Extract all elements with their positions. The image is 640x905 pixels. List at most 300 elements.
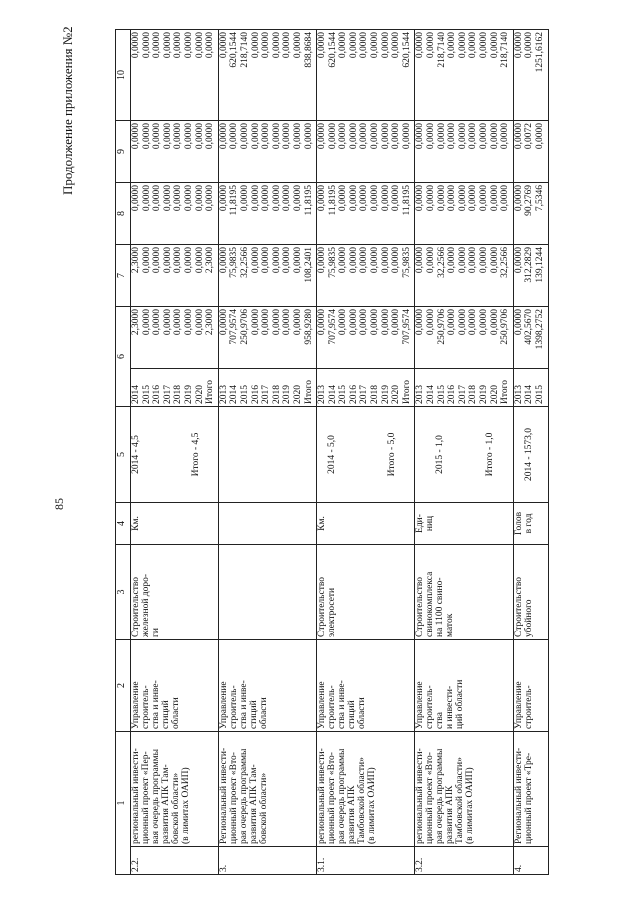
col10-cell-value: 0,0000: [479, 32, 489, 59]
col10-cell: [513, 30, 548, 121]
col6-cell-value: 2,3000: [205, 309, 216, 336]
row-number: 3.1.: [317, 847, 415, 875]
capacity: 2014 - 5,0 Итого - 5,0: [317, 407, 415, 503]
year-cell-value: 2018: [271, 385, 282, 404]
col6-cell: [218, 307, 316, 369]
col6-cell-value: 707,9574: [229, 309, 240, 345]
year-cell-value: 2015: [534, 385, 545, 404]
col6-cell-value: 250,9706: [239, 309, 250, 345]
object-name: Строительство убойного: [513, 545, 548, 640]
col9-cell-value: 0,0000: [282, 123, 293, 150]
col8-cell-value: 0,0000: [218, 185, 229, 212]
col6-cell-value: 0,0000: [250, 309, 261, 336]
col10-cell-value: 0,0000: [162, 32, 173, 59]
col9-cell: [317, 121, 415, 183]
year-cell-value: 2016: [447, 385, 458, 404]
col8-cell-value: 0,0000: [205, 185, 216, 212]
col10-cell-value: 0,0000: [524, 32, 535, 59]
column-header: 3: [116, 545, 131, 640]
year-cell-value: Итого: [500, 379, 511, 404]
col6-cell-value: 250,9706: [500, 309, 511, 345]
year-cell-value: 2019: [183, 385, 194, 404]
col8-cell-value: 0,0000: [447, 185, 458, 212]
year-cell-value: 2014: [524, 385, 535, 404]
column-header: 7: [116, 245, 131, 307]
col10-cell-value: 0,0000: [370, 32, 381, 59]
continuation-title: Продолжение приложения №2: [60, 26, 75, 195]
col6-cell-value: 707,9574: [401, 309, 412, 345]
col7-cell-value: 0,0000: [141, 247, 152, 274]
unit: Км.: [131, 503, 219, 545]
col6-cell-value: 0,0000: [173, 309, 184, 336]
col9-cell-value: 0,0000: [348, 123, 359, 150]
row-number: 3.2.: [415, 847, 513, 875]
col8-cell-value: 0,0000: [152, 185, 163, 212]
col7-cell-value: 0,0000: [218, 247, 229, 274]
col9-cell-value: 0,0000: [468, 123, 479, 150]
col8-cell-value: 0,0000: [261, 185, 272, 212]
year-cell-value: 2014: [327, 385, 338, 404]
col8-cell-value: 0,0000: [317, 185, 328, 212]
col9-cell: [513, 121, 548, 183]
year-cell-value: 2015: [141, 385, 152, 404]
col7-cell-value: 0,0000: [271, 247, 282, 274]
year-cell-value: 2014: [131, 385, 141, 404]
col6-cell-value: 0,0000: [380, 309, 391, 336]
col8-cell-value: 0,0000: [426, 185, 437, 212]
table-row: [513, 30, 548, 875]
col8-cell: [415, 183, 513, 245]
col10-cell-value: 620,1544: [229, 32, 240, 68]
unit: Еди- ниц: [415, 503, 513, 545]
table-row: [131, 30, 219, 875]
col9-cell-value: 0,0000: [500, 123, 511, 150]
col8-cell-value: 0,0000: [239, 185, 250, 212]
col9-cell-value: 0,0000: [239, 123, 250, 150]
col7-cell-value: 0,0000: [194, 247, 205, 274]
col7-cell-value: 0,0000: [415, 247, 426, 274]
col10-cell: [218, 30, 316, 121]
col8-cell-value: 0,0000: [415, 185, 426, 212]
project-name: региональный инвести- ционный проект «Вто- рая очередь программы развития АПК Тамбовской области» (в лимитах ОАИП): [317, 732, 415, 847]
col8-cell-value: 0,0000: [141, 185, 152, 212]
col9-cell-value: 0,0000: [415, 123, 426, 150]
year-cell-value: 2017: [359, 385, 370, 404]
project-name: Региональный инвести- ционный проект «Тре-: [513, 732, 548, 847]
col8-cell-value: 0,0000: [183, 185, 194, 212]
col6-cell-value: 958,9280: [303, 309, 314, 345]
executor: Управление строитель- ства и инве- стиций области: [218, 640, 316, 732]
col8-cell-value: 0,0000: [173, 185, 184, 212]
col6-cell-value: 0,0000: [489, 309, 500, 336]
col6-cell: [513, 307, 548, 369]
col10-cell-value: 0,0000: [380, 32, 391, 59]
capacity: 2014 - 4,5 Итого - 4,5: [131, 407, 219, 503]
col6-cell-value: 0,0000: [317, 309, 328, 336]
col7-cell-value: 0,0000: [468, 247, 479, 274]
row-number: 3.: [218, 847, 316, 875]
year-cell: [415, 369, 513, 407]
col7-cell-value: 0,0000: [426, 247, 437, 274]
col6-cell-value: 0,0000: [218, 309, 229, 336]
col10-cell-value: 0,0000: [152, 32, 163, 59]
column-header: 9: [116, 121, 131, 183]
col6-cell-value: 0,0000: [162, 309, 173, 336]
col6-cell-value: 0,0000: [447, 309, 458, 336]
col6-cell-value: 0,0000: [359, 309, 370, 336]
table-row: [317, 30, 415, 875]
col7-cell: [218, 245, 316, 307]
col10-cell-value: 620,1544: [401, 32, 412, 68]
col10-cell: [317, 30, 415, 121]
col10-cell-value: 0,0000: [271, 32, 282, 59]
row-number: 4.: [513, 847, 548, 875]
col6-cell: [415, 307, 513, 369]
col10-cell-value: 0,0000: [426, 32, 437, 59]
col10-cell-value: 0,0000: [489, 32, 500, 59]
col7-cell-value: 0,0000: [317, 247, 328, 274]
col10-cell-value: 0,0000: [205, 32, 216, 59]
col6-cell-value: 0,0000: [415, 309, 426, 336]
col10-cell-value: 0,0000: [183, 32, 194, 59]
col8-cell-value: 0,0000: [348, 185, 359, 212]
col6-cell-value: 1398,2752: [534, 309, 545, 350]
project-name: Региональный инвести- ционный проект «Вто- рая очередь программы развития АПК Там- бовской области»: [218, 732, 316, 847]
col10-cell-value: 0,0000: [468, 32, 479, 59]
col6-cell-value: 0,0000: [282, 309, 293, 336]
col9-cell-value: 0,0000: [194, 123, 205, 150]
col7-cell-value: 0,0000: [152, 247, 163, 274]
year-cell: [317, 369, 415, 407]
header-row: [116, 30, 131, 875]
table-body: [131, 30, 549, 875]
col7-cell-value: 108,2401: [303, 247, 314, 283]
year-cell-value: 2019: [479, 385, 489, 404]
column-header: 4: [116, 503, 131, 545]
column-header: 6: [116, 307, 131, 407]
year-cell-value: 2015: [338, 385, 349, 404]
col7-cell-value: 0,0000: [261, 247, 272, 274]
col7-cell-value: 0,0000: [250, 247, 261, 274]
unit: Голов в год: [513, 503, 548, 545]
col10-cell-value: 0,0000: [348, 32, 359, 59]
col6-cell-value: 0,0000: [513, 309, 524, 336]
col9-cell: [131, 121, 219, 183]
col9-cell-value: 0,0000: [152, 123, 163, 150]
year-cell-value: 2017: [457, 385, 468, 404]
col9-cell-value: 0,0000: [457, 123, 468, 150]
col7-cell-value: 312,2829: [524, 247, 535, 283]
col10-cell-value: 0,0000: [457, 32, 468, 59]
col9-cell-value: 0,0000: [205, 123, 216, 150]
year-cell-value: 2020: [194, 385, 205, 404]
project-name: региональный инвести- ционный проект «Пер- вая очередь программы развития АПК Там- бовской области» (в лимитах ОАИП): [131, 732, 219, 847]
col8-cell-value: 0,0000: [479, 185, 489, 212]
year-cell-value: 2013: [317, 385, 328, 404]
col10-cell-value: 0,0000: [194, 32, 205, 59]
col9-cell-value: 0,0000: [271, 123, 282, 150]
year-cell-value: 2019: [282, 385, 293, 404]
year-cell-value: 2013: [513, 385, 524, 404]
executor: Управление строитель- ства и инве- стиций области: [131, 640, 219, 732]
col10-cell-value: 0,0000: [250, 32, 261, 59]
col8-cell-value: 0,0000: [380, 185, 391, 212]
col7-cell-value: 0,0000: [359, 247, 370, 274]
col7-cell-value: 0,0000: [183, 247, 194, 274]
col8-cell-value: 11,8195: [327, 185, 338, 216]
col7-cell-value: 75,9835: [229, 247, 240, 278]
year-cell-value: 2014: [426, 385, 437, 404]
col7-cell-value: 2,3000: [131, 247, 141, 274]
col7-cell-value: 0,0000: [348, 247, 359, 274]
col10-cell: [131, 30, 219, 121]
col8-cell-value: 0,0000: [391, 185, 402, 212]
col10-cell-value: 0,0000: [391, 32, 402, 59]
col9-cell-value: 0,0000: [229, 123, 240, 150]
col8-cell-value: 7,5346: [534, 185, 545, 212]
year-cell-value: 2020: [292, 385, 303, 404]
col9-cell-value: 0,0000: [401, 123, 412, 150]
col10-cell-value: 218,7140: [500, 32, 511, 68]
col9-cell-value: 0,0000: [162, 123, 173, 150]
column-header: 10: [116, 30, 131, 121]
col10-cell-value: 0,0000: [338, 32, 349, 59]
col8-cell-value: 0,0000: [282, 185, 293, 212]
col7-cell: [131, 245, 219, 307]
col9-cell-value: 0,0000: [173, 123, 184, 150]
year-cell: [513, 369, 548, 407]
year-cell-value: Итого: [303, 379, 314, 404]
col10-cell-value: 0,0000: [141, 32, 152, 59]
col8-cell-value: 0,0000: [359, 185, 370, 212]
col7-cell-value: 0,0000: [457, 247, 468, 274]
col8-cell-value: 0,0000: [292, 185, 303, 212]
executor: Управление строитель- ства и инве- стиций области: [317, 640, 415, 732]
col9-cell-value: 0,0072: [524, 123, 535, 150]
col10-cell-value: 0,0000: [261, 32, 272, 59]
col7-cell-value: 0,0000: [338, 247, 349, 274]
col6-cell-value: 0,0000: [479, 309, 489, 336]
col9-cell-value: 0,0000: [436, 123, 447, 150]
col8-cell-value: 0,0000: [370, 185, 381, 212]
year-cell: [131, 369, 219, 407]
col7-cell-value: 2,3000: [205, 247, 216, 274]
col9-cell: [415, 121, 513, 183]
col10-cell-value: 620,1544: [327, 32, 338, 68]
object-name: Строительство железной доро- ги: [131, 545, 219, 640]
col7-cell-value: 139,1244: [534, 247, 545, 283]
column-header: 8: [116, 183, 131, 245]
object-name: Строительство электросети: [317, 545, 415, 640]
unit: [218, 503, 316, 545]
col8-cell-value: 90,2769: [524, 185, 535, 216]
col8-cell-value: 11,8195: [229, 185, 240, 216]
col8-cell: [317, 183, 415, 245]
col10-cell-value: 218,7140: [239, 32, 250, 68]
col6-cell: [131, 307, 219, 369]
col9-cell-value: 0,0000: [292, 123, 303, 150]
col6-cell-value: 707,9574: [327, 309, 338, 345]
col8-cell-value: 11,8195: [303, 185, 314, 216]
col9-cell-value: 0,0000: [303, 123, 314, 150]
year-cell-value: 2020: [489, 385, 500, 404]
year-cell-value: 2013: [218, 385, 229, 404]
col10-cell-value: 838,8684: [303, 32, 314, 68]
column-header: 2: [116, 640, 131, 732]
col6-cell-value: 0,0000: [370, 309, 381, 336]
col9-cell-value: 0,0000: [370, 123, 381, 150]
col7-cell-value: 0,0000: [479, 247, 489, 274]
capacity: [218, 407, 316, 503]
year-cell-value: 2014: [229, 385, 240, 404]
col10-cell-value: 0,0000: [447, 32, 458, 59]
col6-cell-value: 402,5670: [524, 309, 535, 345]
col8-cell-value: 0,0000: [271, 185, 282, 212]
col7-cell-value: 0,0000: [173, 247, 184, 274]
year-cell-value: Итого: [205, 379, 216, 404]
col8-cell: [218, 183, 316, 245]
col9-cell-value: 0,0000: [359, 123, 370, 150]
col10-cell-value: 0,0000: [359, 32, 370, 59]
col8-cell-value: 0,0000: [131, 185, 141, 212]
year-cell-value: 2016: [152, 385, 163, 404]
col10-cell-value: 0,0000: [282, 32, 293, 59]
col10-cell-value: 0,0000: [131, 32, 141, 59]
col8-cell-value: 0,0000: [457, 185, 468, 212]
col6-cell-value: 250,9706: [436, 309, 447, 345]
col9-cell-value: 0,0000: [391, 123, 402, 150]
col6-cell-value: 2,3000: [131, 309, 141, 336]
capacity: 2015 - 1,0 Итого - 1,0: [415, 407, 513, 503]
year-cell-value: 2018: [370, 385, 381, 404]
col7-cell-value: 75,9835: [327, 247, 338, 278]
col7-cell-value: 32,2566: [239, 247, 250, 278]
col10-cell-value: 1251,6162: [534, 32, 545, 73]
col6-cell: [317, 307, 415, 369]
column-header: 1: [116, 732, 131, 875]
col6-cell-value: 0,0000: [391, 309, 402, 336]
col8-cell-value: 0,0000: [513, 185, 524, 212]
col8-cell: [513, 183, 548, 245]
column-header: 5: [116, 407, 131, 503]
col9-cell-value: 0,0000: [218, 123, 229, 150]
col6-cell-value: 0,0000: [292, 309, 303, 336]
unit: Км.: [317, 503, 415, 545]
col10-cell-value: 0,0000: [218, 32, 229, 59]
year-cell-value: 2016: [250, 385, 261, 404]
year-cell-value: 2015: [239, 385, 250, 404]
col9-cell-value: 0,0000: [131, 123, 141, 150]
col6-cell-value: 0,0000: [194, 309, 205, 336]
col6-cell-value: 0,0000: [468, 309, 479, 336]
col8-cell-value: 0,0000: [489, 185, 500, 212]
col7-cell-value: 75,9835: [401, 247, 412, 278]
year-cell-value: 2018: [173, 385, 184, 404]
col9-cell-value: 0,0000: [261, 123, 272, 150]
col6-cell-value: 0,0000: [271, 309, 282, 336]
col10-cell-value: 0,0000: [173, 32, 184, 59]
year-cell-value: 2017: [162, 385, 173, 404]
col9-cell-value: 0,0000: [489, 123, 500, 150]
col8-cell-value: 0,0000: [338, 185, 349, 212]
col9-cell-value: 0,0000: [317, 123, 328, 150]
col7-cell-value: 32,2566: [436, 247, 447, 278]
year-cell-value: 2015: [436, 385, 447, 404]
col7-cell: [415, 245, 513, 307]
col10-cell: [415, 30, 513, 121]
col9-cell: [218, 121, 316, 183]
col8-cell-value: 0,0000: [468, 185, 479, 212]
col10-cell-value: 0,0000: [415, 32, 426, 59]
col8-cell-value: 0,0000: [500, 185, 511, 212]
year-cell-value: 2019: [380, 385, 391, 404]
col10-cell-value: 0,0000: [317, 32, 328, 59]
col6-cell-value: 0,0000: [457, 309, 468, 336]
year-cell-value: Итого: [401, 379, 412, 404]
col9-cell-value: 0,0000: [338, 123, 349, 150]
col7-cell-value: 32,2566: [500, 247, 511, 278]
col9-cell-value: 0,0000: [513, 123, 524, 150]
capacity: 2014 - 1573,0: [513, 407, 548, 503]
col8-cell-value: 0,0000: [162, 185, 173, 212]
year-cell-value: 2016: [348, 385, 359, 404]
col6-cell-value: 0,0000: [348, 309, 359, 336]
col9-cell-value: 0,0000: [479, 123, 489, 150]
col9-cell-value: 0,0000: [327, 123, 338, 150]
col6-cell-value: 0,0000: [141, 309, 152, 336]
col7-cell: [317, 245, 415, 307]
col7-cell: [513, 245, 548, 307]
col7-cell-value: 0,0000: [513, 247, 524, 274]
col6-cell-value: 0,0000: [426, 309, 437, 336]
table-row: [218, 30, 316, 875]
year-cell: [218, 369, 316, 407]
executor: Управление строитель-: [513, 640, 548, 732]
col8-cell-value: 0,0000: [436, 185, 447, 212]
col9-cell-value: 0,0000: [534, 123, 545, 150]
page-number: 85: [52, 498, 66, 510]
col8-cell-value: 0,0000: [250, 185, 261, 212]
year-cell-value: 2020: [391, 385, 402, 404]
col7-cell-value: 0,0000: [292, 247, 303, 274]
col7-cell-value: 0,0000: [447, 247, 458, 274]
col6-cell-value: 0,0000: [338, 309, 349, 336]
object-name: Строительство свинокомплекса на 1100 свино- маток: [415, 545, 513, 640]
col7-cell-value: 0,0000: [489, 247, 500, 274]
col8-cell-value: 11,8195: [401, 185, 412, 216]
row-number: 2.2.: [131, 847, 219, 875]
object-name: [218, 545, 316, 640]
col9-cell-value: 0,0000: [447, 123, 458, 150]
project-name: региональный инвести- ционный проект «Вто- рая очередь программы развития АПК Тамбовской области» (в лимитах ОАИП): [415, 732, 513, 847]
col9-cell-value: 0,0000: [141, 123, 152, 150]
col10-cell-value: 0,0000: [292, 32, 303, 59]
col9-cell-value: 0,0000: [426, 123, 437, 150]
col7-cell-value: 0,0000: [370, 247, 381, 274]
col7-cell-value: 0,0000: [380, 247, 391, 274]
year-cell-value: 2017: [261, 385, 272, 404]
program-table: [115, 29, 549, 875]
col9-cell-value: 0,0000: [380, 123, 391, 150]
col10-cell-value: 218,7140: [436, 32, 447, 68]
year-cell-value: 2018: [468, 385, 479, 404]
table-row: [415, 30, 513, 875]
col9-cell-value: 0,0000: [250, 123, 261, 150]
col7-cell-value: 0,0000: [282, 247, 293, 274]
year-cell-value: 2013: [415, 385, 426, 404]
col10-cell-value: 0,0000: [513, 32, 524, 59]
col6-cell-value: 0,0000: [183, 309, 194, 336]
